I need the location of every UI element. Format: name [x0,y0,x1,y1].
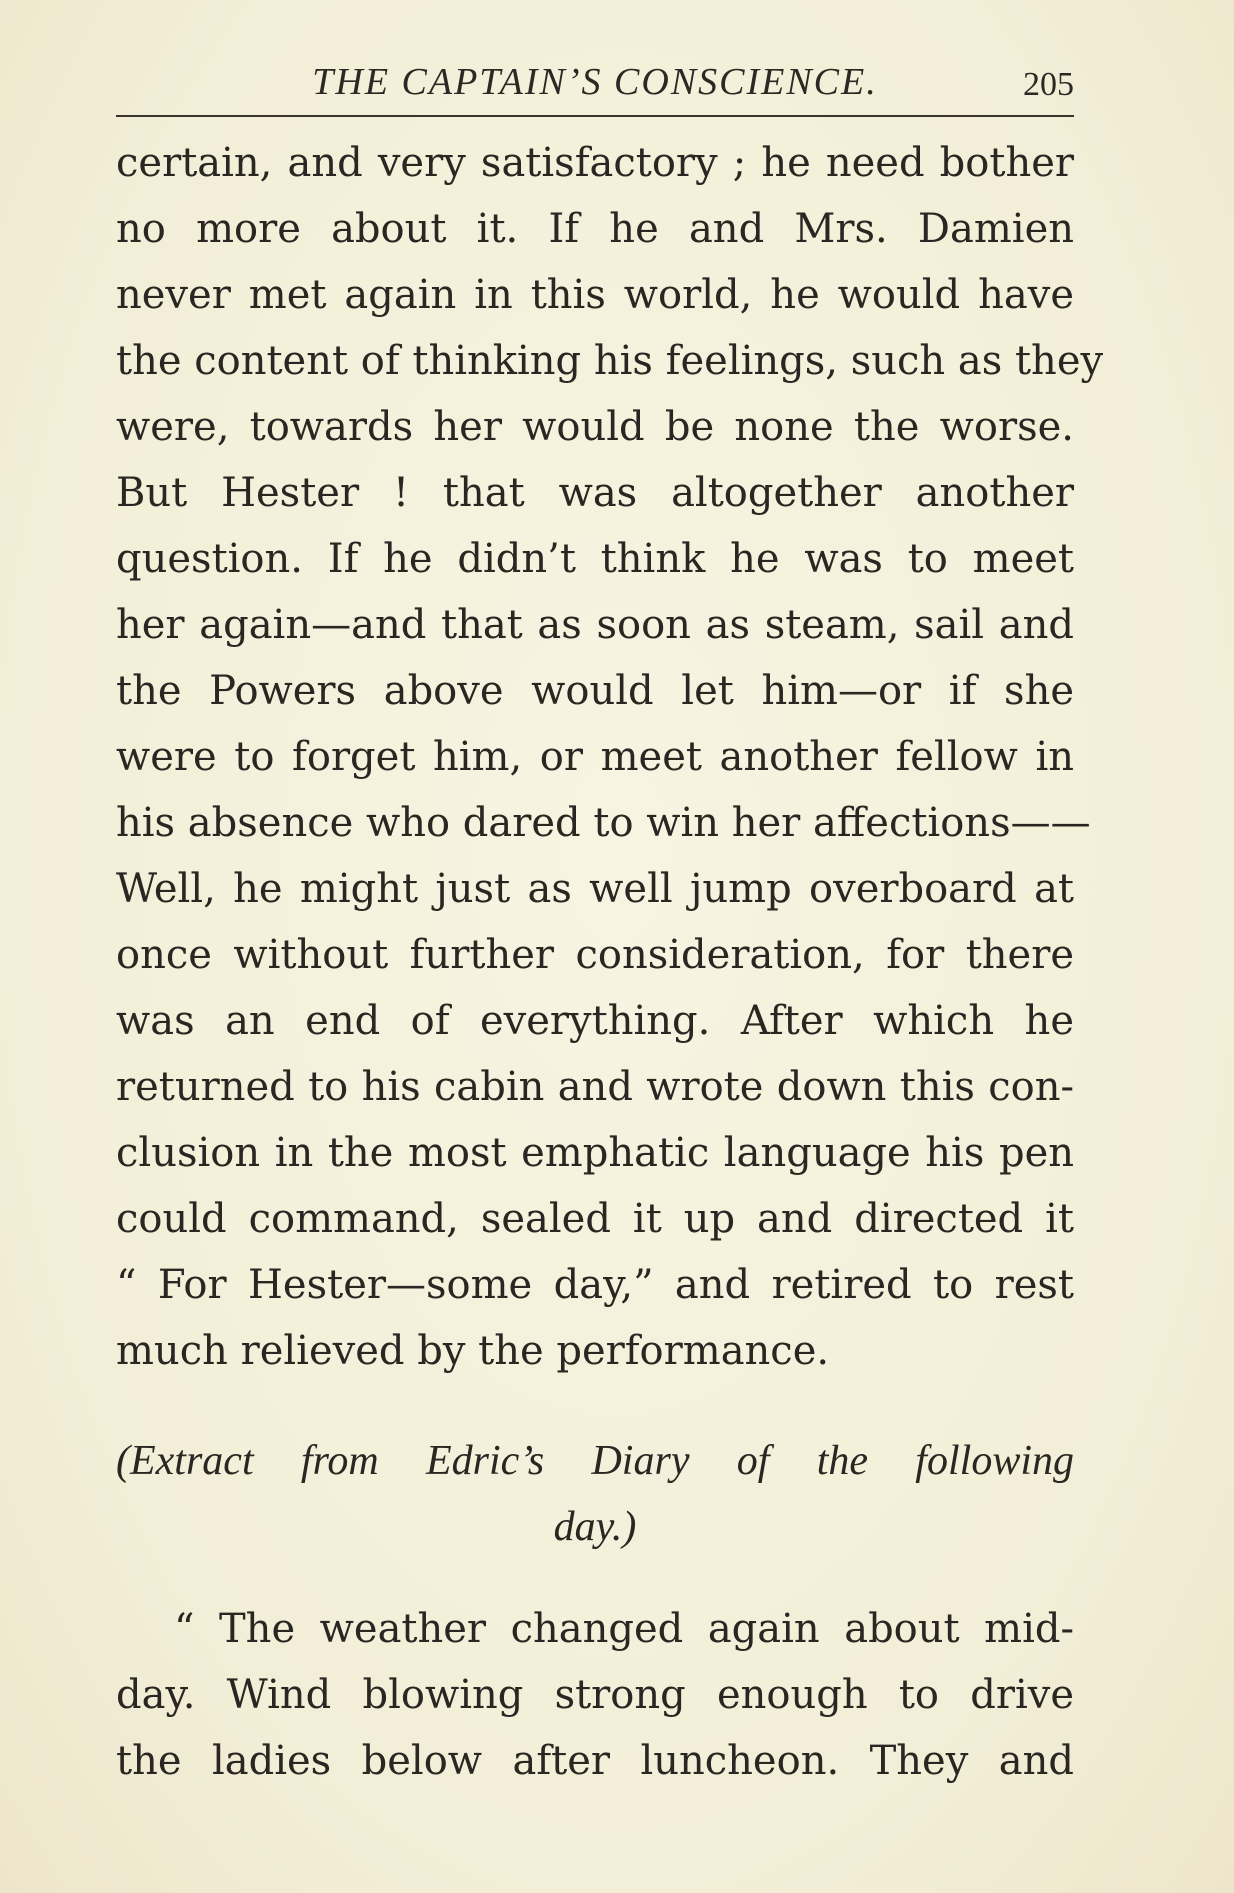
text-line: “ For Hester—some day,” and retired to rest [116,1262,1074,1308]
text-line: much relieved by the performance. [116,1328,830,1374]
text-line: were to forget him, or meet another fellow in [116,734,1074,780]
text-line: the ladies below after luncheon. They and [116,1738,1074,1784]
text-line: never met again in this world, he would have [116,272,1074,318]
text-line: her again—and that as soon as steam, sail and [116,602,1074,648]
section-gap [116,1384,1074,1428]
running-title: THE CAPTAIN’S CONSCIENCE. [312,61,878,103]
text-line: But Hester ! that was altogether another [116,470,1074,516]
extract-heading [116,1428,1074,1560]
page-number: 205 [1023,66,1074,103]
text-line: his absence who dared to win her affections—— [116,800,1091,846]
text-line: the Powers above would let him—or if she [116,668,1074,714]
text-line: could command, sealed it up and directed it [116,1196,1074,1242]
paragraph-1 [116,130,1104,1384]
text-line: question. If he didn’t think he was to meet [116,536,1074,582]
extract-heading-line: day.) [553,1504,637,1550]
text-line: clusion in the most emphatic language his pen [116,1130,1074,1176]
text-line: day. Wind blowing strong enough to drive [116,1672,1074,1718]
body-text [116,130,1104,1794]
section-gap [116,1560,1074,1596]
text-line: was an end of everything. After which he [116,998,1074,1044]
paragraph-2 [116,1596,1074,1794]
header-rule [116,115,1074,117]
running-head [116,52,1074,112]
text-line: Well, he might just as well jump overboard at [116,866,1074,912]
text-line: returned to his cabin and wrote down this con- [116,1064,1074,1110]
text-line: once without further consideration, for there [116,932,1074,978]
extract-heading-line: (Extract from Edric’s Diary of the following [116,1438,1074,1484]
text-line: certain, and very satisfactory ; he need bother [116,140,1074,186]
text-line: the content of thinking his feelings, such as they [116,338,1104,384]
text-line: “ The weather changed again about mid- [174,1606,1074,1652]
text-line: no more about it. If he and Mrs. Damien [116,206,1074,252]
text-line: were, towards her would be none the worse. [116,404,1074,450]
